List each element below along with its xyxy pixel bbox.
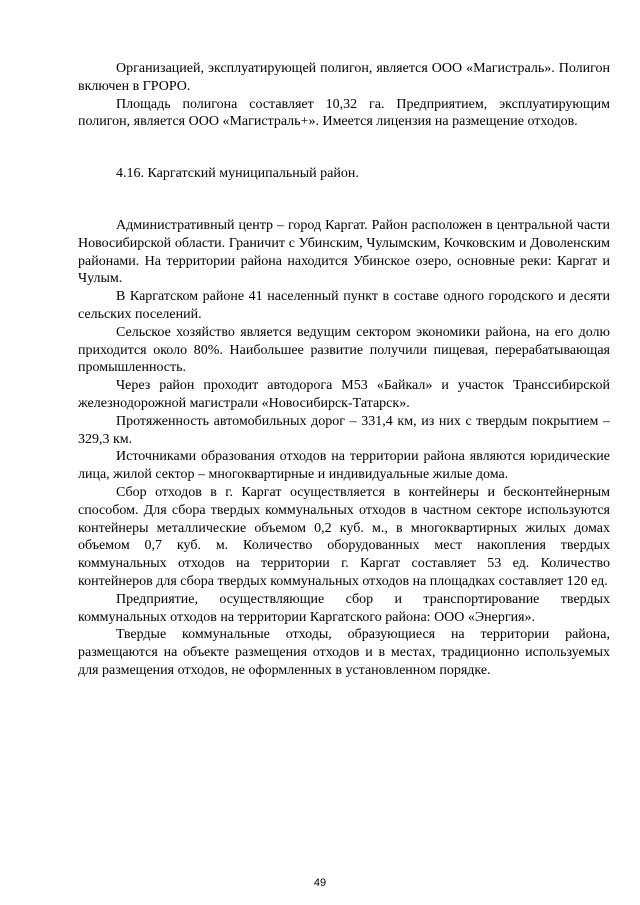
section-body [78, 217, 610, 680]
paragraph: Предприятие, осуществляющие сбор и транспортирование твердых коммунальных отходов на территории Каргатского района: ООО «Энергия». [78, 591, 610, 625]
page-number: 49 [313, 877, 327, 889]
paragraph: Организацией, эксплуатирующей полигон, является ООО «Магистраль». Полигон включен в ГРОРО. [78, 61, 610, 94]
document-page [78, 60, 610, 680]
paragraph: Источниками образования отходов на территории района являются юридические лица, жилой сектор – многоквартирные и индивидуальные жилые дома. [78, 449, 610, 483]
paragraph: Твердые коммунальные отходы, образующиеся на территории района, размещаются на объекте размещения отходов и в местах, традиционно используемых для размещения отходов, не оформленных в установленном порядке. [78, 627, 610, 678]
paragraph: В Каргатском районе 41 населенный пункт в составе одного городского и десяти сельских поселений. [78, 289, 610, 322]
paragraph: Через район проходит автодорога М53 «Байкал» и участок Транссибирской железнодорожной магистрали «Новосибирск-Татарск». [78, 378, 610, 411]
paragraph: Сельское хозяйство является ведущим сектором экономики района, на его долю приходится около 80%. Наибольшее развитие получили пищевая, перерабатывающая промышленность. [78, 324, 610, 376]
section-heading: 4.16. Каргатский муниципальный район. [116, 166, 359, 182]
intro-block [78, 60, 610, 131]
paragraph: Административный центр – город Каргат. Район расположен в центральной части Новосибирской области. Граничит с Убинским, Чулымским, Кочковским и Доволенским районами. На территории района находится Убинское озеро, основные реки: Каргат и Чулым. [78, 217, 610, 287]
paragraph: Протяженность автомобильных дорог – 331,4 км, из них с твердым покрытием – 329,3 км. [78, 413, 610, 447]
paragraph: Площадь полигона составляет 10,32 га. Предприятием, эксплуатирующим полигон, является ООО «Магистраль+». Имеется лицензия на размещение отходов. [78, 96, 610, 130]
paragraph: Сбор отходов в г. Каргат осуществляется в контейнеры и бесконтейнерным способом. Для сбора твердых коммунальных отходов в частном секторе используются контейнеры металлические объемом 0,2 куб. м., в многоквартирных жилых домах объемом 0,7 куб. м. Количество оборудованных мест накопления твердых коммунальных отходов на территории г. Каргат составляет 53 ед. Количество контейнеров для сбора твердых коммунальных отходов на площадках составляет 120 ед. [78, 484, 610, 589]
